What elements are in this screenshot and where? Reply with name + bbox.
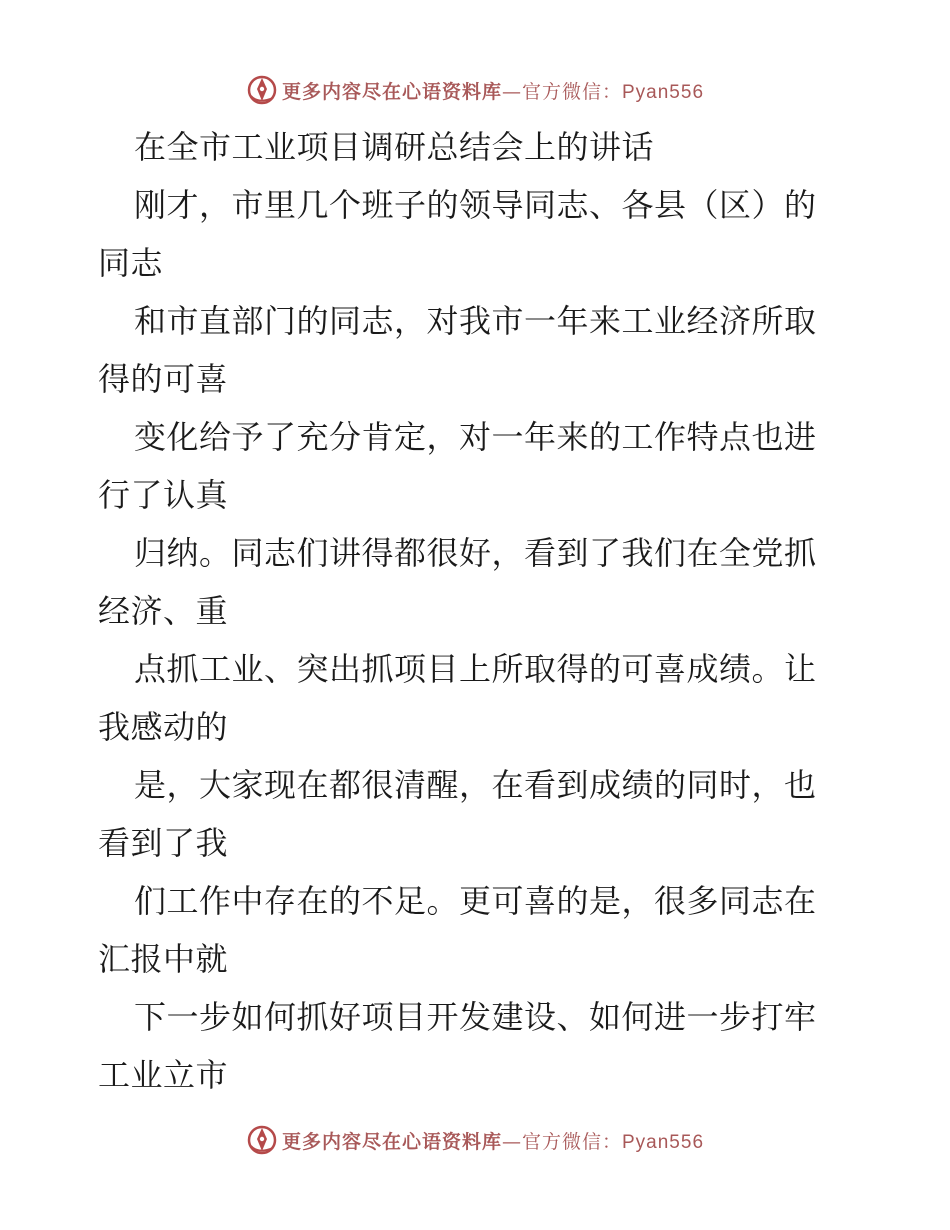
watermark-dash: — [501,80,522,103]
text-line: 同志 [98,244,164,282]
text-line: 和市直部门的同志，对我市一年来工业经济所取 [134,302,817,340]
text-line: 们工作中存在的不足。更可喜的是，很多同志在 [134,882,817,920]
watermark-text [282,1127,704,1154]
pen-nib-circle-icon [246,74,278,106]
text-line: 得的可喜 [98,360,229,398]
text-line: 行了认真 [98,476,229,514]
text-line: 下一步如何抓好项目开发建设、如何进一步打牢 [134,998,817,1036]
document-title: 在全市工业项目调研总结会上的讲话 [134,128,655,166]
document-body [98,118,858,1104]
text-line: 看到了我 [98,824,229,862]
text-line: 是，大家现在都很清醒，在看到成绩的同时，也 [134,766,817,804]
text-line: 点抓工业、突出抓项目上所取得的可喜成绩。让 [134,650,817,688]
watermark-text [282,77,704,104]
text-line: 刚才，市里几个班子的领导同志、各县（区）的 [134,186,817,224]
pen-nib-circle-icon [246,1124,278,1156]
header-watermark-banner [0,70,950,110]
text-line: 变化给予了充分肯定，对一年来的工作特点也进 [134,418,817,456]
watermark-site-name: 更多内容尽在心语资料库 [281,80,502,103]
text-line: 汇报中就 [98,940,229,978]
watermark-label: 官方微信： [521,80,622,103]
watermark-site-name: 更多内容尽在心语资料库 [281,1130,502,1153]
text-line: 工业立市 [98,1056,229,1094]
footer-watermark-banner [0,1120,950,1160]
text-line: 归纳。同志们讲得都很好，看到了我们在全党抓 [134,534,817,572]
text-line: 我感动的 [98,708,229,746]
paragraph-lines [98,176,858,1104]
watermark-wechat-id: Pyan556 [622,81,705,103]
watermark-wechat-id: Pyan556 [622,1131,705,1153]
watermark-label: 官方微信： [521,1130,622,1153]
watermark-dash: — [501,1130,522,1153]
text-line: 经济、重 [98,592,229,630]
